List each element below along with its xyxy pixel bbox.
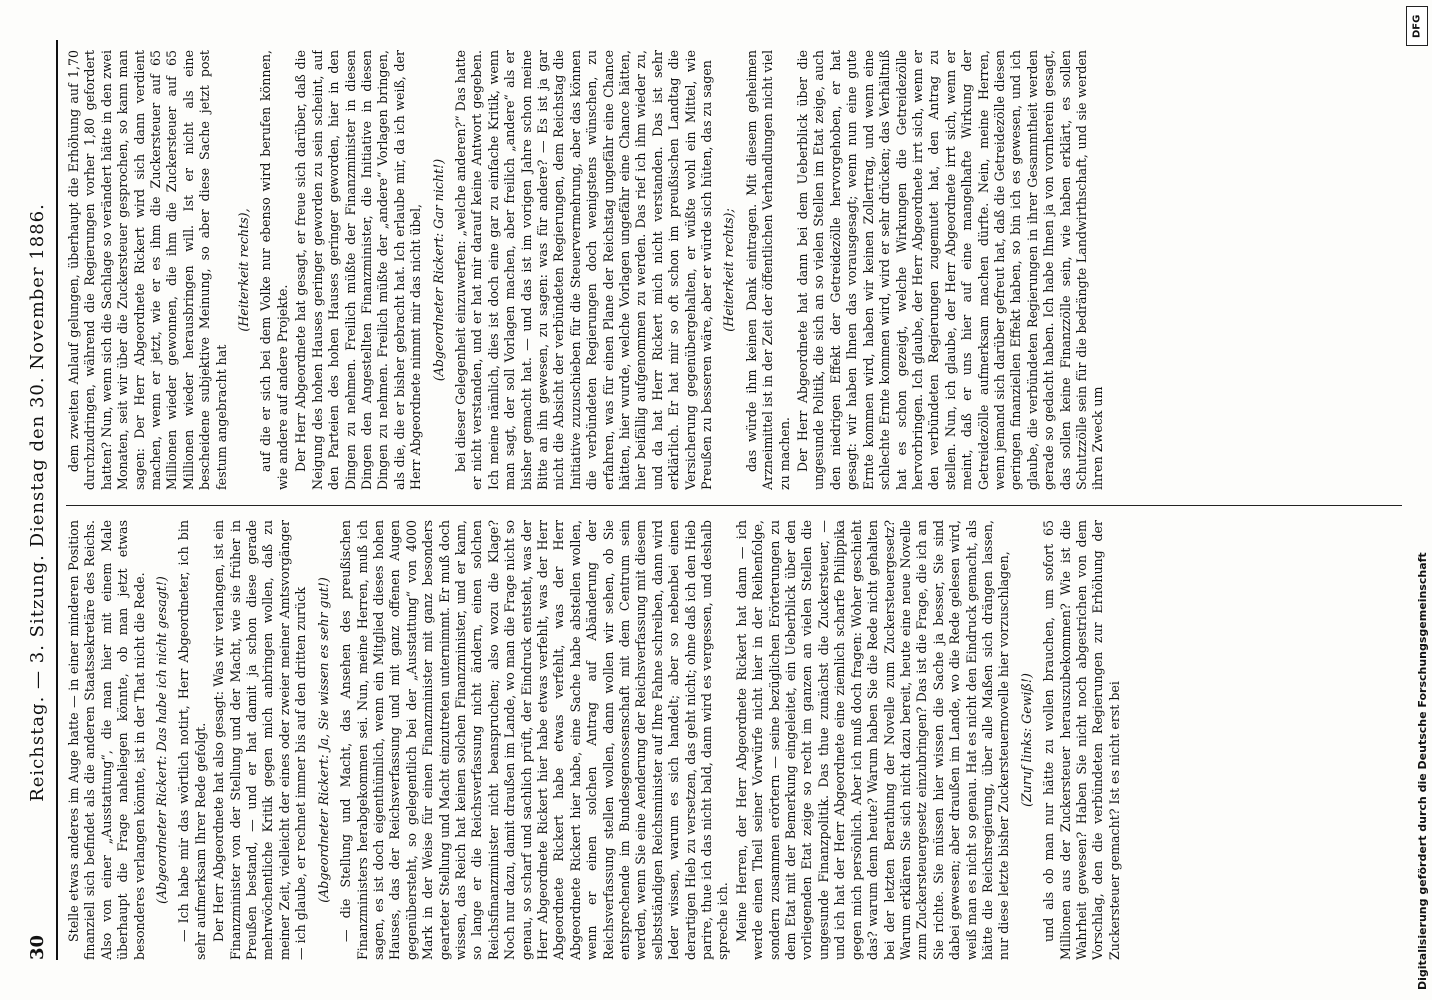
page-number: 30	[26, 934, 48, 960]
interjection: (Abgeordneter Rickert: Ja, Sie wissen es sehr gut!)	[315, 577, 331, 903]
paragraph: dem zweiten Anlauf gelungen, überhaupt die Erhöhung auf 1,70 durchzudringen, während die Regierungen vorher 1,80 gefordert hatten? Nun, wenn sich die Sachlage so verändert hätte in den zwei Monaten, seit wir über die Zuckersteuer gesprochen, so kann man sagen: Der Herr Abgeordnete Rickert wird sich dann verdient machen, wenn er jetzt, wie er es ihm die Zuckersteuer auf 65 Millionen wieder gewonnen, die ihm die Zuckersteuer auf 65 Millionen wieder herausbringen will. Ist er nicht als eine bescheidene subjektive Meinung, so aber diese Sache jetzt post festum angebracht hat	[66, 50, 229, 490]
paragraph: bei dieser Gelegenheit einzuwerfen: „welche anderen?“ Das hatte er nicht verstanden, und er hat mir darauf keine Antwort gegeben. Ich meine nämlich, dies ist doch eine gar zu einfache Kritik, wenn man sagt, der soll Vorlagen machen, aber freilich „andere“ als er bisher gemacht hat. — und das ist im vorigen Jahre schon meine Bitte an ihn gewesen, zu sagen: was für andere? — Es ist ja gar nicht die Absicht der verbündeten Regierungen, dem Reichstag die Initiative zuzuschieben für die Steuervermehrung, aber das können die verbündeten Regierungen doch wenigstens wünschen, zu erfahren, was für einen Plane der Reichstag ungefähr eine Chance hätten, hier wurde, welche Vorlagen ungefähr eine Chance hätten, hier beifällig aufgenommen zu werden. Das rief ich ihm wieder zu, und da hat Herr Rickert mich nicht verstanden. Das ist sehr erklärlich. Er hat mir so oft schon im preußischen Landtag die Versicherung gegenübergehalten, er wüßte wohl ein Mittel, wie Preußen zu besseren wäre, aber er würde sich hüten, das zu sagen	[452, 50, 715, 490]
paragraph: Der Herr Abgeordnete hat also gesagt: Was wir verlangen, ist ein Finanzminister von der Stellung und der Macht, wie sie früher in Preußen bestand, — und er hat damit ja schon diese gerade mehrwöchentliche Kritik gegen mich anbringen wollen, daß zu meiner Zeit, vielleicht der eines oder zweier meiner Amtsvorgänger — ich glaube, er rechnet immer bis auf den dritten zurück	[211, 520, 309, 960]
dfg-side-strip	[1400, 0, 1432, 1000]
interjection: (Abgeordneter Rickert: Das habe ich nicht gesagt!)	[154, 576, 170, 904]
column-divider	[66, 505, 1402, 506]
paragraph: Meine Herren, der Herr Abgeordnete Rickert hat dann — ich werde einen Theil seiner Vorwürfe nicht hier in der Reihenfolge, sondern zusammen erörtern — seine bezüglichen Erörterungen zu dem Etat mit der Bemerkung eingeleitet, ein Ueberblick über den vorliegenden Etat zeige so recht im ganzen an vielen Stellen die ungesunde Finanzpolitik. Das thue zunächst die Zuckersteuer, — und ich hat der Herr Abgeordnete eine ziemlich scharfe Philippika gegen mich persönlich. Aber ich muß doch fragen: Woher geschieht das? warum denn heute? Warum haben Sie die Rede nicht gehalten bei der letzten Berathung der Novelle zum Zuckersteuergesetz? Warum erklären Sie sich nicht dazu bereit, heute eine neue Novelle zum Zuckersteuergesetz einzubringen? Das ist die Frage, die ich an Sie richte. Sie müssen hier wissen die Sache ja besser, Sie sind dabei gewesen; aber draußen im Lande, wo die Rede gelesen wird, weiß man es nicht so genau. Hat es nicht den Eindruck gemacht, als hätte die Reichsregierung, über alle Maßen sich drängen lassen, nur diese letzte bisher Zuckersteuernovelle hier vorzuschlagen,	[733, 520, 1012, 960]
interjection: (Heiterkeit rechts);	[721, 208, 737, 332]
header-rule	[56, 40, 58, 960]
interjection: (Zuruf links: Gewiß!)	[1018, 673, 1034, 807]
paragraph: — Ich habe mir das wörtlich notirt, Herr Abgeordneter, ich bin sehr aufmerksam Ihrer Rede gefolgt.	[176, 520, 208, 960]
dfg-logo: DFG	[1406, 6, 1428, 46]
paragraph: Der Herr Abgeordnete hat dann bei dem Ueberblick über die ungesunde Politik, die sich an so vielen Stellen im Etat zeige, auch den niedrigen Effekt der Getreidezölle hervorgehoben, er hat gesagt: wir haben Ihnen das vorausgesagt; wenn nun eine gute Ernte kommen wird, haben wir keinen Zollertrag, und wenn eine schlechte Ernte kommen wird, wird er sehr drücken; das Verhältniß hat es schon gezeigt, welche Wirkungen die Getreidezölle hervorbringen. Ich glaube, der Herr Abgeordnete irrt sich, wenn er den verbündeten Regierungen zugemutet hat, den Antrag zu stellen. Nun, ich glaube, der Herr Abgeordnete irrt sich, wenn er meint, daß er uns hier auf eine mangelhafte Wirkung der Getreidezölle aufmerksam machen dürfte. Nein, meine Herren, wenn jemand sich darüber gefreut hat, daß die Getreidezölle diesen geringen finanziellen Effekt haben, so bin ich es gewesen, und ich glaube, die verbündeten Regierungen in ihrer Gesammtheit werden gerade so gedacht haben. Ich habe Ihnen ja von vornherein gesagt, das sollen keine Finanzzölle sein, wie haben erklärt, es sollen Schutzzölle sein für die bedrängte Landwirthschaft, und sie werden ihren Zweck um	[795, 50, 1106, 490]
running-head: Reichstag. — 3. Sitzung. Dienstag den 30. November 1886.	[26, 203, 48, 802]
interjection: (Heiterkeit rechts),	[236, 208, 252, 332]
interjection: (Abgeordneter Rickert: Gar nicht!)	[430, 158, 446, 382]
dfg-credit-text: Digitalisierung gefördert durch die Deutsche Forschungsgemeinschaft	[1416, 552, 1429, 990]
page-header	[22, 40, 52, 960]
paragraph: Stelle etwas anderes im Auge hatte — in einer minderen Position finanziell sich befindet als die anderen Staatssekretäre des Reichs. Also von einer „Ausstattung“, die man hier mit einem Male überhaupt die Frage naheliegen könnte, ob man jetzt etwas besonderes verlangen könnte, ist in der That nicht die Rede.	[66, 520, 147, 960]
left-column	[66, 520, 1402, 960]
paragraph: — die Stellung und Macht, das Ansehen des preußischen Finanzministers herabgekommen sei. Nun, meine Herren, muß ich sagen, es ist doch eigenthümlich, wenn ein Mitglied dieses hohen Hauses, das der Reichsverfassung und mit ganz offenen Augen gegenübersteht, so gelegentlich bei der „Ausstattung“ von 4000 Mark in der Weise für einen Finanzminister mit ganz besonders gearteter Stellung und Macht einzutreten unternimmt. Er muß doch wissen, das Reich hat keinen solchen Finanzminister, und er kann, so lange er die Reichsverfassung nicht ändern, einen solchen Reichsfinanzminister nicht beanspruchen; also wozu die Klage? Noch nur dazu, damit draußen im Lande, wo man die Frage nicht so genau, so scharf und sachlich prüft, der Eindruck entsteht, was der Herr Abgeordnete Rickert hier habe etwas verfehlt, was der Herr Abgeordnete Rickert habe etwas verfehlt, was der Herr Abgeordnete Rickert hier habe, eine Sache habe abstellen wollen, wenn er einen solchen Antrag auf Abänderung der Reichsverfassung stellen wollen, dann wollen wir sehen, ob Sie entsprechende im Bundesgenossenschaft mit dem Centrum sein werden, wenn Sie eine Aenderung der Reichsverfassung mit diesem selbstständigen Reichsminister auf Ihre Fahne schreiben, dann wird Ieder wissen, warum es sich handelt; aber so nebenbei einen derartigen Hieb zu versetzen, das geht nicht; ohne daß ich den Hieb parire, thue ich das nicht bald, dann wird es vergessen, und deshalb spreche ich.	[338, 520, 731, 960]
paragraph: und als ob man nur hätte zu wollen brauchen, um sofort 65 Millionen aus der Zuckersteuer herauszubekommen? Wie ist die Wahrheit gewesen? Haben Sie nicht noch abgestrichen von dem Vorschlag, den die verbündeten Regierungen zur Erhöhung der Zuckersteuer gemacht? Ist es nicht erst bei	[1041, 520, 1122, 960]
paragraph: auf die er sich bei dem Volke nur ebenso wird berufen können, wie andere auf andere Projekte.	[258, 50, 290, 490]
paragraph: Der Herr Abgeordnete hat gesagt, er freue sich darüber, daß die Neigung des hohen Hauses geringer geworden zu sein scheint, auf den Parteien des hohen Hauses geringer geworden, hier in den Dingen zu nehmen. Freilich müßte der Finanzminister in diesen Dingen den Angestellten Finanzminister, die Initiative in diesen Dingen zu nehmen. Freilich müßte der „andere“ Vorlagen bringen, als die, die er bisher gebracht hat. Ich erlaube mir, da ich weiß, der Herr Abgeordnete nimmt mir das nicht übel,	[293, 50, 424, 490]
right-column	[66, 50, 1402, 490]
paragraph: das würde ihm keinen Dank eintragen. Mit diesem geheimen Arzneimittel ist in der Zeit der öffentlichen Verhandlungen nicht viel zu machen.	[743, 50, 792, 490]
